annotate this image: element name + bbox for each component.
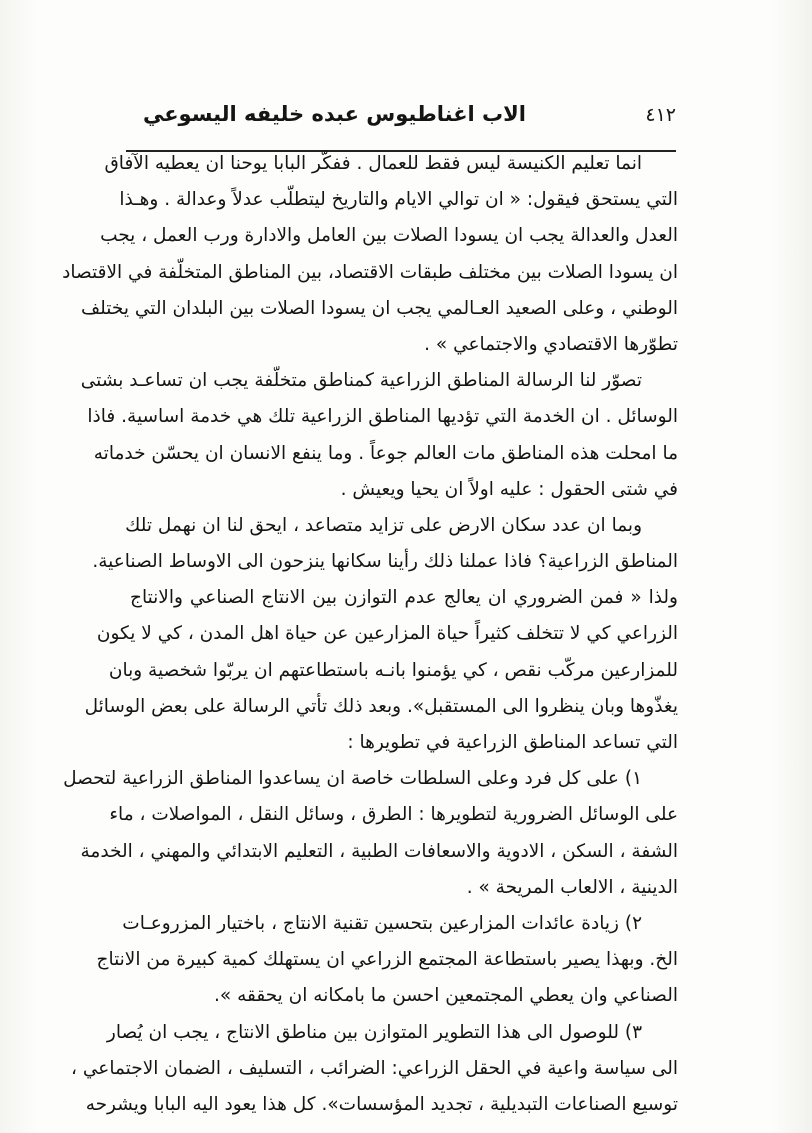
page-number: ٤١٢ — [645, 104, 676, 126]
text-line: الوسائل . ان الخدمة التي تؤديها المناطق الزراعية تلك هي خدمة اساسية. فاذا — [87, 406, 678, 428]
text-line: وبما ان عدد سكان الارض على تزايد متصاعد ، ايحق لنا ان نهمل تلك — [125, 514, 642, 536]
text-line: الدينية ، الالعاب المريحة » . — [466, 876, 678, 898]
text-line: العدل والعدالة يجب ان يسودا الصلات بين العامل والادارة ورب العمل ، يجب — [100, 225, 678, 247]
body-text — [62, 146, 678, 1123]
text-line: على الوسائل الضرورية لتطويرها : الطرق ، وسائل النقل ، المواصلات ، ماء — [109, 804, 678, 826]
text-line: الى سياسة واعية في الحقل الزراعي: الضرائب ، التسليف ، الضمان الاجتماعي ، — [71, 1057, 678, 1079]
text-line: تصوّر لنا الرسالة المناطق الزراعية كمناطق متخلّفة يجب ان تساعـد بشتى — [80, 370, 642, 392]
text-line: التي تساعد المناطق الزراعية في تطويرها : — [347, 732, 678, 753]
page-header — [128, 100, 676, 136]
text-line: تطوّرها الاقتصادي والاجتماعي » . — [424, 333, 678, 355]
text-line: الصناعي وان يعطي المجتمعين احسن ما بامكانه ان يحققه ». — [213, 985, 678, 1007]
text-line: الخ. وبهذا يصير باستطاعة المجتمع الزراعي ان يستهلك كمية كبيرة من الانتاج — [96, 949, 678, 971]
text-line: التي يستحق فيقول: « ان توالي الايام والتاريخ ليتطلّب عدلاً وعدالة . وهـذا — [119, 189, 678, 211]
text-line: ولذا « فمن الضروري ان يعالج عدم التوازن بين الانتاج الصناعي والانتاج — [130, 587, 678, 609]
text-line: انما تعليم الكنيسة ليس فقط للعمال . ففكّر البابا يوحنا ان يعطيه الآفاق — [104, 153, 642, 174]
text-line: ٢) زيادة عائدات المزارعين بتحسين تقنية الانتاج ، باختيار المزروعـات — [122, 912, 642, 934]
text-line: ان يسودا الصلات بين مختلف طبقات الاقتصاد، بين المناطق المتخلّفة في الاقتصاد — [62, 261, 678, 283]
text-line: الوطني ، وعلى الصعيد العـالمي يجب ان يسودا الصلات بين البلدان التي يختلف — [81, 297, 678, 319]
text-line: يغذّوها وبان ينظروا الى المستقبل». وبعد ذلك تأتي الرسالة على بعض الوسائل — [84, 695, 678, 717]
text-line: الزراعي كي لا تتخلف كثيراً حياة المزارعين عن حياة اهل المدن ، كي لا يكون — [96, 623, 678, 645]
running-title: الاب اغناطيوس عبده خليفه اليسوعي — [142, 102, 526, 126]
text-line: توسيع الصناعات التبديلية ، تجديد المؤسسات». كل هذا يعود اليه البابا ويشرحه — [85, 1093, 678, 1115]
text-line: الشفة ، السكن ، الادوية والاسعافات الطبية ، التعليم الابتدائي والمهني ، الخدمة — [80, 840, 678, 862]
text-line: ما امحلت هذه المناطق مات العالم جوعاً . وما ينفع الانسان ان يحسّن خدماته — [93, 442, 678, 464]
text-line: ١) على كل فرد وعلى السلطات خاصة ان يساعدوا المناطق الزراعية لتحصل — [63, 768, 642, 790]
text-line: للمزارعين مركّب نقص ، كي يؤمنوا بانـه باستطاعتهم ان يربّوا شخصية وبان — [108, 659, 678, 681]
text-line: المناطق الزراعية؟ فاذا عملنا ذلك رأينا سكانها ينزحون الى الاوساط الصناعية. — [92, 551, 678, 573]
text-line: ٣) للوصول الى هذا التطوير المتوازن بين مناطق الانتاج ، يجب ان يُصار — [106, 1021, 642, 1043]
text-line: في شتى الحقول : عليه اولاً ان يحيا ويعيش . — [340, 478, 678, 500]
